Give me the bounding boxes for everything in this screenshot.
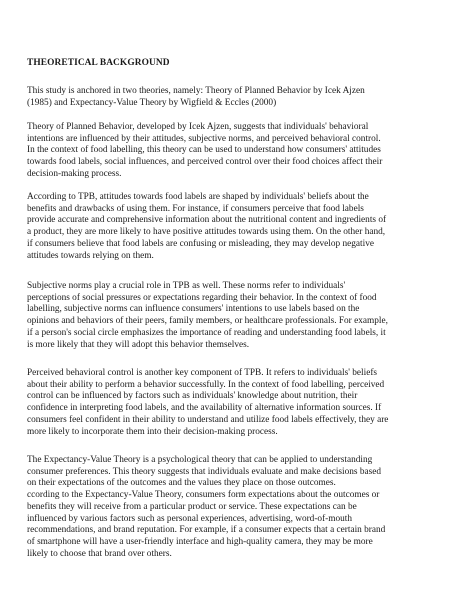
paragraph-line: ccording to the Expectancy-Value Theory, consumers form expectations about the outcomes or: [27, 490, 380, 501]
paragraph-line: Theory of Planned Behavior, developed by Icek Ajzen, suggests that individuals' behavioral: [27, 122, 369, 132]
paragraph-line: benefits they will receive from a particular product or service. These expectations can be: [27, 501, 357, 512]
paragraph-line: This study is anchored in two theories, namely: Theory of Planned Behavior by Icek Ajzen: [27, 86, 365, 96]
paragraph-line: labelling, subjective norms can influence consumers' intentions to use labels based on the: [27, 304, 360, 315]
paragraph-subjective-norms: [27, 281, 449, 351]
paragraph-line: control can be influenced by factors such as individuals' knowledge about nutrition, their: [27, 391, 358, 402]
paragraph-line: of smartphone will have a user-friendly interface and high-quality camera, they may be more: [27, 536, 373, 547]
paragraph-line: provide accurate and comprehensive information about the nutritional content and ingredients of: [27, 215, 387, 226]
paragraph-line: (1985) and Expectancy-Value Theory by Wigfield & Eccles (2000): [27, 97, 277, 108]
paragraph-attitudes: [27, 192, 449, 262]
paragraph-line: opinions and behaviors of their peers, family members, or healthcare professionals. For example,: [27, 316, 388, 327]
paragraph-line: recommendations, and brand reputation. For example, if a consumer expects that a certain brand: [27, 525, 386, 536]
paragraph-line: benefits and drawbacks of using them. For instance, if consumers perceive that food labels: [27, 203, 364, 214]
paragraph-line: consumer preferences. This theory suggests that individuals evaluate and make decisions based: [27, 466, 382, 477]
paragraph-line: According to TPB, attitudes towards food labels are shaped by individuals' beliefs about the: [27, 192, 369, 202]
paragraph-line: if consumers believe that food labels are confusing or misleading, they may develop negative: [27, 238, 374, 249]
paragraph-expectancy-value: [27, 455, 449, 560]
section-title: THEORETICAL BACKGROUND: [27, 58, 170, 68]
paragraph-line: towards food labels, social influences, and perceived control over their food choices affect their: [27, 157, 383, 168]
paragraph-line: likely to choose that brand over others.: [27, 548, 172, 559]
document-page: [27, 0, 449, 613]
paragraph-perceived-control: [27, 368, 449, 438]
paragraph-line: influenced by various factors such as personal experiences, advertising, word-of-mouth: [27, 513, 353, 524]
paragraph-line: perceptions of social pressures or expectations regarding their behavior. In the context of food: [27, 292, 377, 303]
paragraph-intro: [27, 86, 449, 109]
paragraph-line: a product, they are more likely to have positive attitudes towards using them. On the other hand,: [27, 227, 386, 238]
paragraph-line: attitudes towards relying on them.: [27, 250, 154, 261]
paragraph-line: Subjective norms play a crucial role in TPB as well. These norms refer to individuals': [27, 281, 346, 291]
paragraph-line: about their ability to perform a behavior successfully. In the context of food labelling, perceived: [27, 379, 385, 390]
paragraph-line: The Expectancy-Value Theory is a psychological theory that can be applied to understanding: [27, 455, 373, 465]
paragraph-line: on their expectations of the outcomes and the values they place on those outcomes.: [27, 478, 336, 489]
paragraph-tpb-overview: [27, 122, 449, 181]
paragraph-line: consumers feel confident in their ability to understand and utilize food labels effectively, they are: [27, 414, 389, 425]
paragraph-line: intentions are influenced by their attitudes, subjective norms, and perceived behavioral control.: [27, 133, 381, 144]
paragraph-line: more likely to incorporate them into their decision-making process.: [27, 426, 278, 437]
paragraph-line: In the context of food labelling, this theory can be used to understand how consumers' attitudes: [27, 145, 381, 156]
paragraph-line: confidence in interpreting food labels, and the availability of alternative information sources. If: [27, 403, 382, 414]
paragraph-line: decision-making process.: [27, 168, 122, 179]
paragraph-line: Perceived behavioral control is another key component of TPB. It refers to individuals' beliefs: [27, 368, 378, 378]
paragraph-line: if a person's social circle emphasizes the importance of reading and understanding food labels, it: [27, 327, 386, 338]
paragraph-line: is more likely that they will adopt this behavior themselves.: [27, 339, 250, 350]
